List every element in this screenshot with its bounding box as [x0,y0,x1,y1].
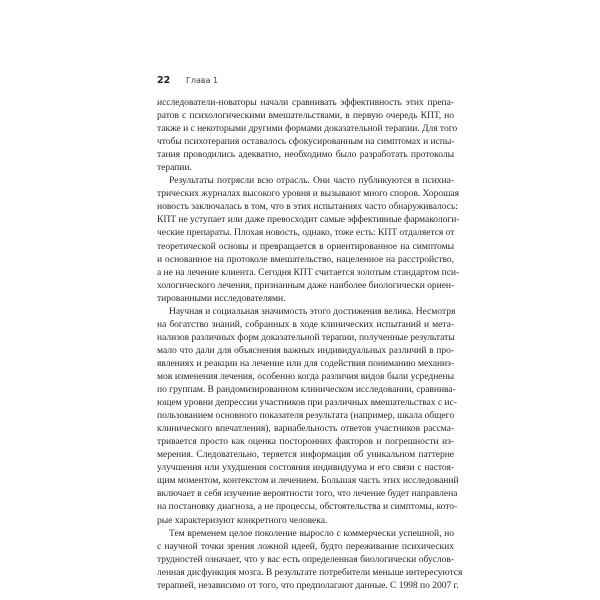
text-line: терапии. [157,162,192,174]
text-line: исследователи-новаторы начали сравнивать эффективность этих препа- [157,97,454,108]
text-line: по группам. В рандомизированном клиническом исследовании, сравнива- [157,384,456,396]
text-line: чтобы психотерапия оставалось сфокусированным на симптомах и испы- [157,136,455,148]
text-line: с научной точки зрения ложной идеей, будто переживание психических [157,540,454,552]
text-line: трудностей означает, что у вас есть определенная биологически обуслов- [157,553,454,565]
text-line: на постановку диагноза, а не процессы, обстоятельства и симптомы, кото- [157,501,458,513]
text-line: Научная и социальная значимость этого достижения велика. Несмотря [169,305,456,317]
text-line: нализов различных форм доказательной терапии, полученные результаты [157,331,455,343]
text-line: также и с некоторыми другими формами доказательной терапии. Для того [157,123,458,135]
text-line: щим моментом, контекстом и лечением. Большая часть этих исследований [157,475,459,487]
text-line: ратов с психологическими вмешательствами, в первую очередь КПТ, но [157,110,454,122]
paragraph [157,96,458,174]
text-line: мов изменения лечения, особенно когда различия видов были усреднены [157,370,454,382]
text-line: тированными исследователями. [157,292,286,304]
book-page [157,75,463,592]
paragraph [157,527,463,592]
text-line: тания проводились адекватно, необходимо было разработать протоколы [157,149,454,161]
text-line: улучшения или ухудшения состояния индивидуума и его связи с настоя- [157,462,454,474]
text-line: пользованием основного показателя результата (например, шкала общего [157,410,455,422]
text-line: ющем уровни депрессии участников при различных вмешательствах с ис- [157,397,457,409]
text-line: рые характеризуют конкретного человека. [157,514,328,526]
running-head [157,75,454,89]
text-line: клинического впечатления), вариабельность ответов участников рассма- [157,423,454,435]
text-line: а не на лечение клиента. Сегодня КПТ считается золотым стандартом пси- [157,266,460,278]
text-line: новость заключалась в том, что в этих испытаниях часто обнаруживалось: [157,201,458,213]
paragraph [157,305,459,527]
text-line: включает в себя изучение вероятности того, что лечение будет направлена [157,488,458,500]
body-text [157,96,463,592]
text-line: ческие препараты. Плохая новость, однако, тоже есть: КПТ отдаляется от [157,227,455,239]
text-line: трических журналах высокого уровня и вызывают много споров. Хорошая [157,188,459,200]
text-line: тривается просто как оценка посторонних факторов и погрешности из- [157,436,454,448]
text-line: КПТ не уступает или даже превосходит самые эффективные фармакологи- [157,214,460,226]
text-line: ленная дисфункция мозга. В результате потребители меньше интересуются [157,566,463,578]
text-line: Тем временем целое поколение выросло с коммерчески успешной, но [169,527,454,539]
paragraph [157,174,460,304]
text-line: явлениях и реакции на лечение или для содействия пониманию механиз- [157,357,454,369]
text-line: мерения. Следовательно, теряется информация об уникальном паттерне [157,449,454,461]
text-line: теоретической основы и превращается в ориентированное на симптомы [157,240,454,252]
page-number: 22 [157,75,171,86]
text-line: хологического лечения, признанным даже наиболее биологически ориен- [157,279,455,291]
text-line: Результаты потрясли всю отрасль. Они часто публикуются в психиа- [169,175,454,187]
text-line: на богатство знаний, собранных в ходе клинических испытаний и мета- [157,318,454,330]
text-line: и основанное на протоколе вмешательство, нацеленное на расстройство, [157,253,454,265]
chapter-label: Глава 1 [186,76,219,85]
text-line: мало что дали для объяснения важных индивидуальных различий в про- [157,344,454,356]
text-line: терапией, независимо от того, что предполагают данные. С 1998 по 2007 г. [157,579,459,591]
